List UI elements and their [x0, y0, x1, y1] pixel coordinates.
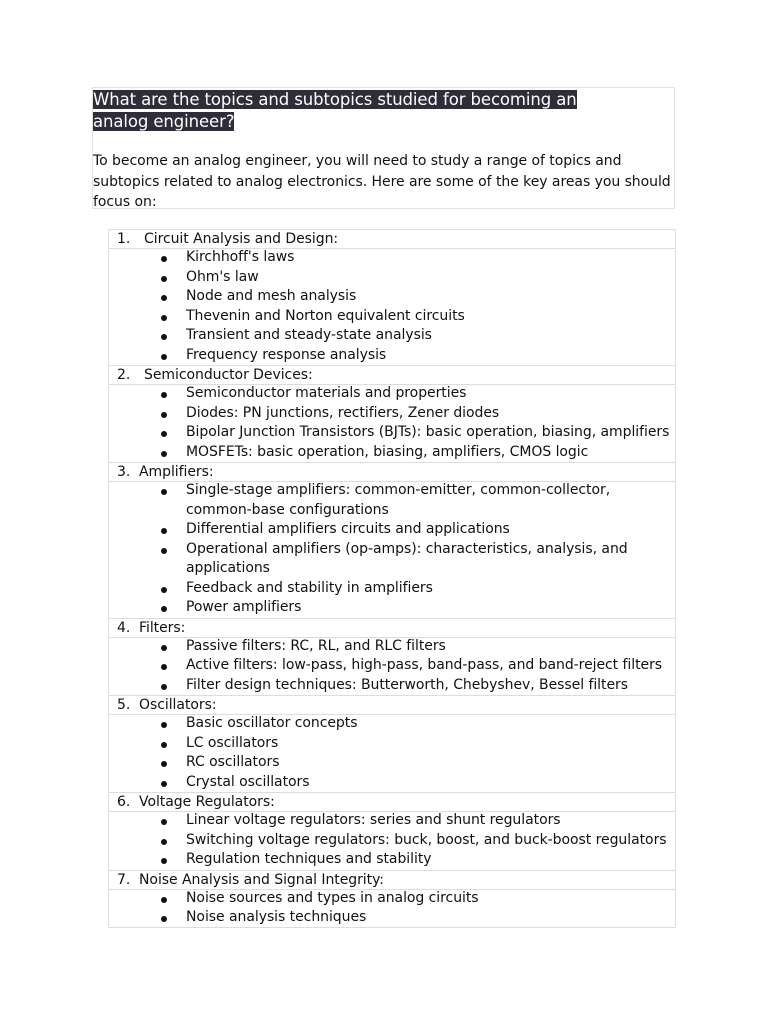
section-number: 2. [117, 367, 131, 383]
list-item: Noise sources and types in analog circuits [186, 889, 479, 906]
section-title: Oscillators: [139, 697, 217, 713]
bullet-icon [161, 295, 167, 301]
list-item: RC oscillators [186, 754, 280, 770]
section-items [108, 481, 676, 618]
list-item: Single-stage amplifiers: common-emitter, common-collector, common-base configurations [186, 482, 611, 518]
topic-list [108, 229, 676, 935]
section-header [108, 618, 676, 638]
bullet-icon [161, 412, 167, 418]
bullet-icon [161, 761, 167, 767]
section-header [108, 365, 676, 385]
section-number: 1. [117, 231, 131, 247]
section-number: 6. [117, 794, 131, 810]
section-items [108, 811, 676, 870]
section-items [108, 889, 676, 928]
list-item: Linear voltage regulators: series and shunt regulators [186, 812, 561, 828]
bullet-icon [161, 528, 167, 534]
list-item: Noise analysis techniques [186, 909, 367, 925]
bullet-icon [161, 742, 167, 748]
list-item: LC oscillators [186, 734, 279, 751]
section-title: Semiconductor Devices: [144, 367, 313, 383]
section-number: 3. [117, 464, 131, 480]
list-item: Feedback and stability in amplifiers [186, 579, 433, 596]
list-item: Crystal oscillators [186, 773, 310, 790]
section-header [108, 792, 676, 812]
section-title: Amplifiers: [139, 464, 214, 480]
bullet-icon [161, 664, 167, 670]
section-header [108, 695, 676, 715]
section-items [108, 384, 676, 462]
bullet-icon [161, 722, 167, 728]
list-item: Active filters: low-pass, high-pass, band-pass, and band-reject filters [186, 657, 663, 673]
section-title: Filters: [139, 619, 186, 636]
list-item: MOSFETs: basic operation, biasing, amplifiers, CMOS logic [186, 443, 589, 460]
list-item: Diodes: PN junctions, rectifiers, Zener diodes [186, 404, 500, 421]
bullet-icon [161, 858, 167, 864]
list-item: Bipolar Junction Transistors (BJTs): basic operation, biasing, amplifiers [186, 424, 670, 440]
question-text: What are the topics and subtopics studied for becoming an analog engineer? [93, 90, 577, 131]
bullet-icon [161, 606, 167, 612]
list-item: Thevenin and Norton equivalent circuits [186, 307, 465, 324]
bullet-icon [161, 781, 167, 787]
section-header [108, 462, 676, 482]
section-title: Voltage Regulators: [139, 794, 275, 810]
bullet-icon [161, 489, 167, 495]
bullet-icon [161, 315, 167, 321]
bullet-icon [161, 256, 167, 262]
list-item: Transient and steady-state analysis [186, 327, 432, 343]
bullet-icon [161, 354, 167, 360]
section-number: 7. [117, 871, 131, 888]
section-items [108, 248, 676, 365]
section-title: Noise Analysis and Signal Integrity: [139, 871, 384, 888]
list-item: Kirchhoff's laws [186, 249, 295, 265]
list-item: Frequency response analysis [186, 346, 387, 363]
bullet-icon [161, 645, 167, 651]
list-item: Semiconductor materials and properties [186, 385, 467, 401]
section-number: 5. [117, 697, 131, 713]
section-header [108, 229, 676, 249]
list-item: Regulation techniques and stability [186, 851, 432, 867]
list-item: Ohm's law [186, 268, 259, 285]
bullet-icon [161, 548, 167, 554]
list-item: Passive filters: RC, RL, and RLC filters [186, 637, 446, 654]
bullet-icon [161, 684, 167, 690]
question-heading [93, 89, 633, 133]
list-item: Differential amplifiers circuits and applications [186, 521, 510, 537]
bullet-icon [161, 451, 167, 457]
list-item: Filter design techniques: Butterworth, Chebyshev, Bessel filters [186, 676, 628, 693]
bullet-icon [161, 587, 167, 593]
list-item: Power amplifiers [186, 599, 302, 615]
list-item: Switching voltage regulators: buck, boost, and buck-boost regulators [186, 831, 667, 848]
bullet-icon [161, 916, 167, 922]
intro-paragraph: To become an analog engineer, you will need to study a range of topics and subtopics related to analog electronics. Here are some of the key areas you should focus on: [93, 153, 671, 210]
bullet-icon [161, 431, 167, 437]
bullet-icon [161, 334, 167, 340]
list-item: Node and mesh analysis [186, 288, 357, 304]
bullet-icon [161, 276, 167, 282]
bullet-icon [161, 839, 167, 845]
section-items [108, 714, 676, 792]
section-items [108, 637, 676, 696]
bullet-icon [161, 819, 167, 825]
list-item: Operational amplifiers (op-amps): characteristics, analysis, and applications [186, 540, 628, 576]
bullet-icon [161, 392, 167, 398]
section-title: Circuit Analysis and Design: [144, 231, 339, 247]
section-number: 4. [117, 619, 131, 636]
list-item: Basic oscillator concepts [186, 715, 358, 731]
bullet-icon [161, 897, 167, 903]
section-header [108, 870, 676, 890]
